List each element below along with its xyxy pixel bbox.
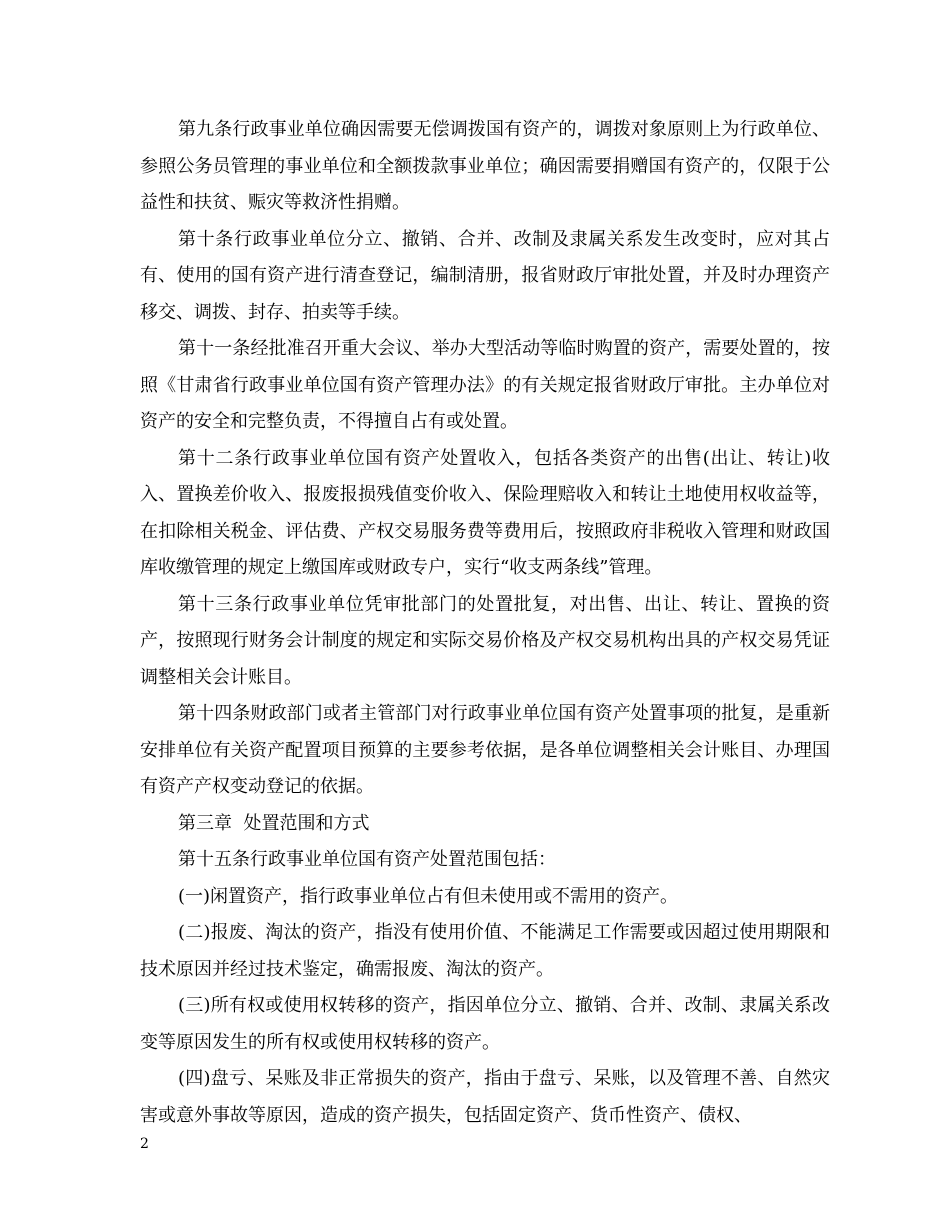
- scope-item-4: (四)盘亏、呆账及非正常损失的资产，指由于盘亏、呆账，以及管理不善、自然灾害或意外事故等原因，造成的资产损失，包括固定资产、货币性资产、债权、: [140, 1068, 830, 1126]
- article-13-paragraph: 第十三条行政事业单位凭审批部门的处置批复，对出售、出让、转让、置换的资产，按照现行财务会计制度的规定和实际交易价格及产权交易机构出具的产权交易凭证调整相关会计账目。: [140, 593, 830, 688]
- scope-item-2: (二)报废、淘汰的资产，指没有使用价值、不能满足工作需要或因超过使用期限和技术原因并经过技术鉴定，确需报废、淘汰的资产。: [140, 922, 830, 980]
- chapter-3-heading: 第三章 处置范围和方式: [178, 812, 370, 834]
- article-15-paragraph: 第十五条行政事业单位国有资产处置范围包括：: [178, 849, 556, 870]
- scope-item-1: (一)闲置资产，指行政事业单位占有但未使用或不需用的资产。: [178, 885, 679, 907]
- article-11-paragraph: 第十一条经批准召开重大会议、举办大型活动等临时购置的资产，需要处置的，按照《甘肃省行政事业单位国有资产管理办法》的有关规定报省财政厅审批。主办单位对资产的安全和完整负责，不得擅自占有或处置。: [140, 338, 830, 432]
- article-14-paragraph: 第十四条财政部门或者主管部门对行政事业单位国有资产处置事项的批复，是重新安排单位有关资产配置项目预算的主要参考依据，是各单位调整相关会计账目、办理国有资产产权变动登记的依据。: [140, 703, 830, 797]
- scope-item-3: (三)所有权或使用权转移的资产，指因单位分立、撤销、合并、改制、隶属关系改变等原因发生的所有权或使用权转移的资产。: [140, 995, 830, 1053]
- article-10-paragraph: 第十条行政事业单位分立、撤销、合并、改制及隶属关系发生改变时，应对其占有、使用的国有资产进行清查登记，编制清册，报省财政厅审批处置，并及时办理资产移交、调拨、封存、拍卖等手续。: [140, 228, 830, 323]
- page-number: 2: [140, 1136, 149, 1152]
- article-12-paragraph: 第十二条行政事业单位国有资产处置收入，包括各类资产的出售(出让、转让)收入、置换差价收入、报废报损残值变价收入、保险理赔收入和转让土地使用权收益等，在扣除相关税金、评估费、产权交易服务费等费用后，按照政府非税收入管理和财政国库收缴管理的规定上缴国库或财政专户，实行“收支两条线”管理。: [140, 447, 830, 578]
- document-body: [140, 112, 830, 1134]
- article-9-paragraph: 第九条行政事业单位确因需要无偿调拨国有资产的，调拨对象原则上为行政单位、参照公务员管理的事业单位和全额拨款事业单位；确因需要捐赠国有资产的，仅限于公益性和扶贫、赈灾等救济性捐赠。: [140, 119, 830, 213]
